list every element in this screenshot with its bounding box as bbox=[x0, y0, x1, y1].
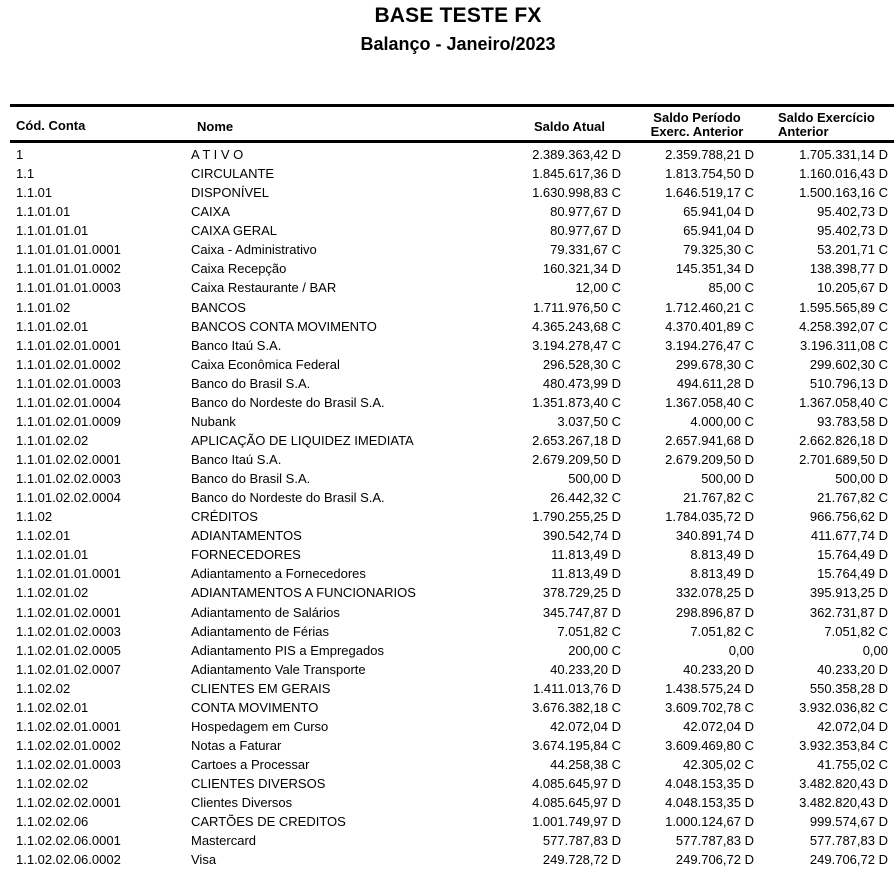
account-name: FORNECEDORES bbox=[191, 547, 301, 563]
account-code: 1.1.01.02.01 bbox=[16, 318, 89, 334]
saldo-atual-value: 40.233,20 D bbox=[550, 661, 621, 677]
saldo-exercicio-value: 411.677,74 D bbox=[810, 528, 888, 544]
saldo-atual-value: 4.085.645,97 D bbox=[532, 795, 621, 811]
account-name: Adiantamento a Fornecedores bbox=[191, 566, 366, 582]
account-name: Mastercard bbox=[191, 833, 257, 849]
account-code: 1.1.01.02 bbox=[16, 299, 71, 315]
saldo-periodo-value: 65.941,04 D bbox=[683, 223, 754, 239]
saldo-periodo-value: 298.896,87 D bbox=[675, 604, 754, 620]
table-row bbox=[0, 431, 894, 450]
saldo-exercicio-value: 10.205,67 D bbox=[817, 280, 888, 296]
account-name: Banco do Brasil S.A. bbox=[191, 375, 311, 391]
account-name: BANCOS bbox=[191, 299, 246, 315]
saldo-atual-value: 390.542,74 D bbox=[542, 528, 621, 544]
account-code: 1.1.02.01.02.0005 bbox=[16, 642, 121, 658]
saldo-atual-value: 1.001.749,97 D bbox=[532, 814, 621, 830]
saldo-exercicio-value: 299.602,30 C bbox=[809, 356, 888, 372]
table-row bbox=[0, 603, 894, 622]
account-code: 1.1.02.01.02.0003 bbox=[16, 623, 121, 639]
account-name: Caixa Econômica Federal bbox=[191, 356, 340, 372]
account-name: Banco do Brasil S.A. bbox=[191, 471, 311, 487]
table-row bbox=[0, 488, 894, 507]
saldo-atual-value: 3.674.195,84 C bbox=[532, 737, 621, 753]
saldo-atual-value: 3.037,50 C bbox=[557, 413, 621, 429]
account-name: DISPONÍVEL bbox=[191, 185, 270, 201]
saldo-exercicio-value: 1.500.163,16 C bbox=[799, 185, 888, 201]
saldo-periodo-value: 42.305,02 C bbox=[683, 757, 754, 772]
account-name: CRÉDITOS bbox=[191, 509, 258, 525]
account-name: ADIANTAMENTOS bbox=[191, 528, 302, 544]
saldo-periodo-value: 3.609.702,78 C bbox=[665, 699, 754, 715]
account-name: Caixa Restaurante / BAR bbox=[191, 280, 337, 296]
saldo-exercicio-value: 138.398,77 D bbox=[809, 261, 888, 277]
column-header-saldo-atual: Saldo Atual bbox=[534, 119, 606, 134]
saldo-atual-value: 1.845.617,36 D bbox=[532, 166, 621, 182]
account-code: 1.1.02.01 bbox=[16, 528, 71, 544]
saldo-periodo-value: 2.679.209,50 D bbox=[665, 452, 754, 467]
account-code: 1.1.01.02.01.0009 bbox=[16, 413, 121, 429]
table-row bbox=[0, 583, 894, 602]
saldo-exercicio-value: 500,00 D bbox=[835, 471, 888, 487]
saldo-periodo-value: 2.359.788,21 D bbox=[665, 147, 754, 162]
account-code: 1.1.01.02.01.0004 bbox=[16, 394, 121, 410]
saldo-exercicio-value: 249.706,72 D bbox=[809, 852, 888, 868]
saldo-atual-value: 200,00 C bbox=[568, 642, 621, 658]
saldo-periodo-value: 40.233,20 D bbox=[683, 661, 754, 677]
account-name: CLIENTES EM GERAIS bbox=[191, 680, 331, 696]
saldo-periodo-value: 249.706,72 D bbox=[675, 852, 754, 868]
saldo-atual-value: 1.790.255,25 D bbox=[532, 509, 621, 525]
saldo-exercicio-value: 3.196.311,08 C bbox=[800, 337, 888, 353]
account-name: A T I V O bbox=[191, 147, 244, 162]
saldo-atual-value: 296.528,30 C bbox=[542, 356, 621, 372]
saldo-atual-value: 3.676.382,18 C bbox=[532, 699, 621, 715]
saldo-exercicio-value: 95.402,73 D bbox=[817, 204, 888, 220]
saldo-atual-value: 2.653.267,18 D bbox=[532, 432, 621, 448]
account-code: 1.1.02.02.06.0002 bbox=[16, 852, 121, 868]
column-header-saldo-periodo-line2: Exerc. Anterior bbox=[650, 124, 744, 139]
saldo-periodo-value: 21.767,82 C bbox=[683, 490, 754, 506]
account-name: CIRCULANTE bbox=[191, 166, 275, 182]
account-code: 1.1.02.02.01.0003 bbox=[16, 757, 121, 772]
saldo-atual-value: 1.351.873,40 C bbox=[532, 394, 621, 410]
saldo-atual-value: 12,00 C bbox=[575, 280, 621, 296]
account-name: ADIANTAMENTOS A FUNCIONARIOS bbox=[191, 585, 416, 601]
saldo-exercicio-value: 93.783,58 D bbox=[817, 413, 888, 429]
account-name: BANCOS CONTA MOVIMENTO bbox=[191, 318, 377, 334]
table-row bbox=[0, 717, 894, 736]
saldo-atual-value: 4.365.243,68 C bbox=[532, 318, 621, 334]
saldo-exercicio-value: 2.662.826,18 D bbox=[799, 432, 888, 448]
column-header-name: Nome bbox=[197, 119, 234, 134]
table-row bbox=[0, 183, 894, 202]
saldo-atual-value: 378.729,25 D bbox=[542, 585, 621, 601]
saldo-atual-value: 1.711.976,50 C bbox=[533, 299, 621, 315]
header-top-rule bbox=[10, 104, 894, 107]
account-name: Banco Itaú S.A. bbox=[191, 452, 282, 467]
report-subtitle: Balanço - Janeiro/2023 bbox=[360, 34, 556, 54]
table-row bbox=[0, 526, 894, 545]
column-header-saldo-exercicio-line1: Saldo Exercício bbox=[778, 110, 875, 125]
saldo-periodo-value: 1.646.519,17 C bbox=[665, 185, 754, 201]
saldo-atual-value: 26.442,32 C bbox=[550, 490, 621, 506]
saldo-atual-value: 7.051,82 C bbox=[557, 623, 621, 639]
table-row bbox=[0, 831, 894, 850]
column-header-saldo-periodo bbox=[642, 111, 752, 139]
table-row bbox=[0, 259, 894, 278]
saldo-periodo-value: 4.048.153,35 D bbox=[665, 795, 754, 811]
saldo-atual-value: 1.630.998,83 C bbox=[532, 185, 621, 201]
saldo-exercicio-value: 0,00 bbox=[862, 642, 888, 658]
saldo-atual-value: 345.747,87 D bbox=[542, 604, 621, 620]
saldo-periodo-value: 7.051,82 C bbox=[690, 623, 754, 639]
column-header-saldo-periodo-line1: Saldo Período bbox=[653, 110, 741, 125]
table-row bbox=[0, 202, 894, 221]
saldo-exercicio-value: 21.767,82 C bbox=[817, 490, 888, 506]
saldo-periodo-value: 8.813,49 D bbox=[690, 566, 754, 582]
account-name: Nubank bbox=[191, 413, 236, 429]
table-row bbox=[0, 336, 894, 355]
saldo-periodo-value: 340.891,74 D bbox=[675, 528, 754, 544]
account-code: 1.1.01.01 bbox=[16, 204, 71, 220]
column-header-code: Cód. Conta bbox=[16, 118, 86, 133]
table-row bbox=[0, 278, 894, 297]
saldo-exercicio-value: 15.764,49 D bbox=[817, 547, 888, 563]
table-row bbox=[0, 545, 894, 564]
saldo-periodo-value: 1.000.124,67 D bbox=[665, 814, 754, 830]
account-name: APLICAÇÃO DE LIQUIDEZ IMEDIATA bbox=[191, 432, 414, 448]
account-name: CAIXA bbox=[191, 204, 231, 220]
account-code: 1.1.02.01.01 bbox=[16, 547, 89, 563]
saldo-periodo-value: 1.367.058,40 C bbox=[665, 394, 754, 410]
account-code: 1 bbox=[16, 147, 24, 162]
table-row bbox=[0, 145, 894, 164]
account-code: 1.1.01.02.01.0001 bbox=[16, 337, 121, 353]
account-code: 1.1.02.02.06.0001 bbox=[16, 833, 121, 849]
table-row bbox=[0, 679, 894, 698]
table-row bbox=[0, 641, 894, 660]
account-name: Adiantamento PIS a Empregados bbox=[191, 642, 384, 658]
saldo-periodo-value: 299.678,30 C bbox=[675, 356, 754, 372]
saldo-periodo-value: 3.194.276,47 C bbox=[665, 337, 754, 353]
saldo-exercicio-value: 15.764,49 D bbox=[817, 566, 888, 582]
saldo-exercicio-value: 550.358,28 D bbox=[809, 680, 888, 696]
saldo-periodo-value: 2.657.941,68 D bbox=[665, 432, 754, 448]
account-name: Caixa Recepção bbox=[191, 261, 287, 277]
saldo-atual-value: 79.331,67 C bbox=[550, 242, 621, 258]
header-bottom-rule bbox=[10, 140, 894, 143]
saldo-periodo-value: 8.813,49 D bbox=[690, 547, 754, 563]
table-row bbox=[0, 355, 894, 374]
saldo-exercicio-value: 3.482.820,43 D bbox=[799, 776, 888, 792]
saldo-atual-value: 3.194.278,47 C bbox=[532, 337, 621, 353]
saldo-periodo-value: 4.000,00 C bbox=[690, 413, 754, 429]
table-row bbox=[0, 622, 894, 641]
saldo-periodo-value: 332.078,25 D bbox=[675, 585, 754, 601]
account-code: 1.1.02.01.02.0001 bbox=[16, 604, 121, 620]
account-name: CARTÕES DE CREDITOS bbox=[191, 814, 346, 830]
account-name: Adiantamento Vale Transporte bbox=[191, 661, 366, 677]
table-row bbox=[0, 850, 894, 869]
table-row bbox=[0, 374, 894, 393]
balance-table-body bbox=[0, 145, 894, 869]
account-name: Cartoes a Processar bbox=[191, 757, 310, 772]
saldo-periodo-value: 1.813.754,50 D bbox=[665, 166, 754, 182]
account-code: 1.1.01.02.01.0002 bbox=[16, 356, 121, 372]
table-row bbox=[0, 507, 894, 526]
saldo-periodo-value: 65.941,04 D bbox=[683, 204, 754, 220]
saldo-periodo-value: 1.438.575,24 D bbox=[665, 680, 754, 696]
account-name: Banco do Nordeste do Brasil S.A. bbox=[191, 394, 385, 410]
account-code: 1.1 bbox=[16, 166, 35, 182]
saldo-periodo-value: 42.072,04 D bbox=[683, 718, 754, 734]
table-row bbox=[0, 317, 894, 336]
account-code: 1.1.01.02.02 bbox=[16, 432, 89, 448]
table-row bbox=[0, 812, 894, 831]
account-name: Notas a Faturar bbox=[191, 737, 282, 753]
saldo-exercicio-value: 966.756,62 D bbox=[809, 509, 888, 525]
account-code: 1.1.01.01.01.0001 bbox=[16, 242, 121, 258]
saldo-periodo-value: 1.712.460,21 C bbox=[665, 299, 754, 315]
saldo-periodo-value: 4.048.153,35 D bbox=[665, 776, 754, 792]
column-header-saldo-exercicio-line2: Anterior bbox=[778, 124, 829, 139]
table-row bbox=[0, 164, 894, 183]
saldo-periodo-value: 3.609.469,80 C bbox=[665, 737, 754, 753]
saldo-exercicio-value: 3.932.353,84 C bbox=[799, 737, 888, 753]
account-code: 1.1.01.02.02.0001 bbox=[16, 452, 121, 467]
saldo-exercicio-value: 3.482.820,43 D bbox=[799, 795, 888, 811]
account-code: 1.1.02.02.01.0002 bbox=[16, 737, 121, 753]
table-row bbox=[0, 469, 894, 488]
saldo-exercicio-value: 395.913,25 D bbox=[809, 585, 888, 601]
table-row bbox=[0, 564, 894, 583]
saldo-atual-value: 1.411.013,76 D bbox=[533, 680, 621, 696]
account-code: 1.1.01.01.01.0003 bbox=[16, 280, 121, 296]
column-header-saldo-exercicio bbox=[778, 111, 875, 139]
saldo-exercicio-value: 362.731,87 D bbox=[809, 604, 888, 620]
saldo-periodo-value: 1.784.035,72 D bbox=[665, 509, 754, 525]
account-name: Clientes Diversos bbox=[191, 795, 293, 811]
table-row bbox=[0, 793, 894, 812]
saldo-atual-value: 500,00 D bbox=[568, 471, 621, 487]
saldo-atual-value: 2.389.363,42 D bbox=[532, 147, 621, 162]
account-name: Hospedagem em Curso bbox=[191, 718, 329, 734]
table-row bbox=[0, 774, 894, 793]
saldo-exercicio-value: 41.755,02 C bbox=[817, 757, 888, 772]
saldo-atual-value: 4.085.645,97 D bbox=[532, 776, 621, 792]
saldo-exercicio-value: 999.574,67 D bbox=[809, 814, 888, 830]
account-name: Caixa - Administrativo bbox=[191, 242, 317, 258]
account-name: Adiantamento de Férias bbox=[191, 623, 330, 639]
saldo-atual-value: 11.813,49 D bbox=[551, 566, 621, 582]
saldo-exercicio-value: 53.201,71 C bbox=[817, 242, 888, 258]
saldo-atual-value: 577.787,83 D bbox=[542, 833, 621, 849]
saldo-exercicio-value: 95.402,73 D bbox=[817, 223, 888, 239]
saldo-atual-value: 2.679.209,50 D bbox=[532, 452, 621, 467]
saldo-exercicio-value: 42.072,04 D bbox=[817, 718, 888, 734]
account-code: 1.1.01.02.02.0003 bbox=[16, 471, 121, 487]
account-code: 1.1.02.01.02 bbox=[16, 585, 89, 601]
saldo-exercicio-value: 1.160.016,43 D bbox=[799, 166, 888, 182]
saldo-periodo-value: 500,00 D bbox=[701, 471, 754, 487]
account-name: CLIENTES DIVERSOS bbox=[191, 776, 326, 792]
account-code: 1.1.01.02.02.0004 bbox=[16, 490, 121, 506]
table-row bbox=[0, 240, 894, 259]
saldo-periodo-value: 79.325,30 C bbox=[683, 242, 754, 258]
account-code: 1.1.02.01.02.0007 bbox=[16, 661, 121, 677]
saldo-periodo-value: 0,00 bbox=[728, 642, 754, 658]
account-code: 1.1.01 bbox=[16, 185, 53, 201]
account-code: 1.1.01.01.01.0002 bbox=[16, 261, 121, 277]
saldo-exercicio-value: 40.233,20 D bbox=[817, 661, 888, 677]
table-row bbox=[0, 412, 894, 431]
report-title: BASE TESTE FX bbox=[374, 4, 542, 27]
saldo-atual-value: 44.258,38 C bbox=[550, 757, 621, 772]
account-code: 1.1.01.02.01.0003 bbox=[16, 375, 121, 391]
table-row bbox=[0, 698, 894, 717]
account-name: Banco do Nordeste do Brasil S.A. bbox=[191, 490, 385, 506]
saldo-exercicio-value: 2.701.689,50 D bbox=[799, 452, 888, 467]
account-name: Banco Itaú S.A. bbox=[191, 337, 282, 353]
saldo-atual-value: 480.473,99 D bbox=[542, 375, 621, 391]
table-row bbox=[0, 450, 894, 469]
saldo-atual-value: 42.072,04 D bbox=[550, 718, 621, 734]
account-code: 1.1.02.02.02.0001 bbox=[16, 795, 121, 811]
saldo-exercicio-value: 4.258.392,07 C bbox=[799, 318, 888, 334]
saldo-atual-value: 80.977,67 D bbox=[550, 223, 621, 239]
account-code: 1.1.02 bbox=[16, 509, 53, 525]
saldo-exercicio-value: 1.595.565,89 C bbox=[799, 299, 888, 315]
saldo-periodo-value: 494.611,28 D bbox=[676, 375, 754, 391]
account-name: CAIXA GERAL bbox=[191, 223, 277, 239]
account-code: 1.1.02.02.02 bbox=[16, 776, 89, 792]
saldo-atual-value: 160.321,34 D bbox=[542, 261, 621, 277]
table-row bbox=[0, 393, 894, 412]
account-code: 1.1.02.02.01 bbox=[16, 699, 89, 715]
account-name: CONTA MOVIMENTO bbox=[191, 699, 319, 715]
table-row bbox=[0, 736, 894, 755]
table-row bbox=[0, 298, 894, 317]
saldo-periodo-value: 145.351,34 D bbox=[675, 261, 754, 277]
saldo-exercicio-value: 7.051,82 C bbox=[824, 623, 888, 639]
account-code: 1.1.02.02.01.0001 bbox=[16, 718, 121, 734]
saldo-atual-value: 249.728,72 D bbox=[542, 852, 621, 868]
account-code: 1.1.02.02.06 bbox=[16, 814, 89, 830]
table-row bbox=[0, 221, 894, 240]
table-row bbox=[0, 660, 894, 679]
saldo-exercicio-value: 510.796,13 D bbox=[809, 375, 888, 391]
saldo-exercicio-value: 577.787,83 D bbox=[809, 833, 888, 849]
saldo-atual-value: 80.977,67 D bbox=[550, 204, 621, 220]
table-row bbox=[0, 755, 894, 774]
saldo-exercicio-value: 3.932.036,82 C bbox=[799, 699, 888, 715]
account-code: 1.1.02.01.01.0001 bbox=[16, 566, 121, 582]
saldo-exercicio-value: 1.705.331,14 D bbox=[799, 147, 888, 162]
saldo-atual-value: 11.813,49 D bbox=[551, 547, 621, 563]
account-name: Visa bbox=[191, 852, 217, 868]
saldo-periodo-value: 4.370.401,89 C bbox=[665, 318, 754, 334]
saldo-exercicio-value: 1.367.058,40 C bbox=[799, 394, 888, 410]
saldo-periodo-value: 577.787,83 D bbox=[675, 833, 754, 849]
account-name: Adiantamento de Salários bbox=[191, 604, 340, 620]
saldo-periodo-value: 85,00 C bbox=[708, 280, 754, 296]
account-code: 1.1.01.01.01 bbox=[16, 223, 89, 239]
account-code: 1.1.02.02 bbox=[16, 680, 71, 696]
